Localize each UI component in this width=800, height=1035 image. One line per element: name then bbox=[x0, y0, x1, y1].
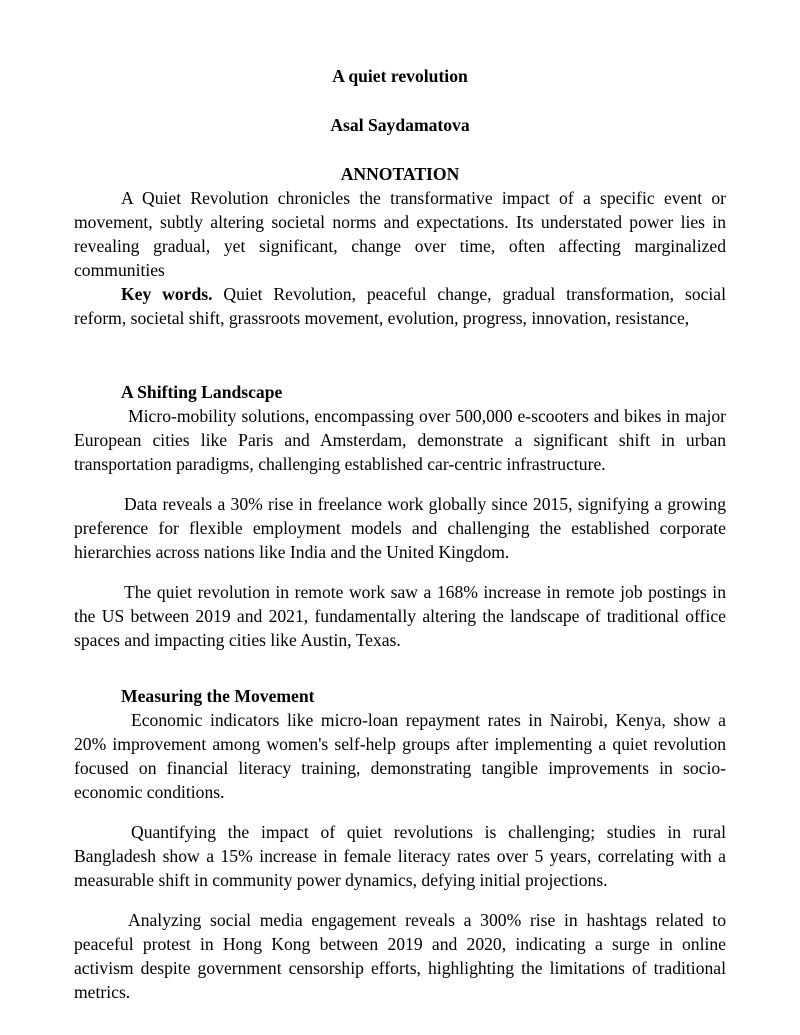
paragraph: Economic indicators like micro-loan repayment rates in Nairobi, Kenya, show a 20% improvement among women's self-help groups after implementing a quiet revolution focused on financial literacy training, demonstrating tangible improvements in socio-economic conditions. bbox=[74, 710, 726, 802]
page-title: A quiet revolution bbox=[332, 66, 468, 86]
keywords-label: Key words. bbox=[121, 284, 213, 304]
annotation-text: A Quiet Revolution chronicles the transformative impact of a specific event or movement, subtly altering societal norms and expectations. Its understated power lies in revealing gradual, yet significant, change over time, often affecting marginalized communities bbox=[74, 188, 726, 280]
keywords-paragraph bbox=[74, 282, 726, 330]
annotation-heading: ANNOTATION bbox=[340, 164, 460, 184]
paragraph: Analyzing social media engagement reveals a 300% rise in hashtags related to peaceful protest in Hong Kong between 2019 and 2020, indicating a surge in online activism despite government censorship efforts, highlighting the limitations of traditional metrics. bbox=[74, 910, 726, 1002]
paragraph: Quantifying the impact of quiet revolutions is challenging; studies in rural Bangladesh show a 15% increase in female literacy rates over 5 years, correlating with a measurable shift in community power dynamics, defying initial projections. bbox=[74, 822, 726, 890]
section-heading-measuring-movement: Measuring the Movement bbox=[121, 686, 315, 706]
paragraph: Data reveals a 30% rise in freelance work globally since 2015, signifying a growing preference for flexible employment models and challenging the established corporate hierarchies across nations like India and the United Kingdom. bbox=[74, 494, 726, 562]
section-heading-shifting-landscape: A Shifting Landscape bbox=[121, 382, 283, 402]
author-name: Asal Saydamatova bbox=[330, 115, 470, 135]
paragraph: Micro-mobility solutions, encompassing over 500,000 e-scooters and bikes in major European cities like Paris and Amsterdam, demonstrate a significant shift in urban transportation paradigms, challenging established car-centric infrastructure. bbox=[74, 406, 726, 474]
keywords-text: Quiet Revolution, peaceful change, gradual transformation, social reform, societal shift, grassroots movement, evolution, progress, innovation, resistance, bbox=[74, 284, 727, 328]
document-page bbox=[74, 64, 726, 1004]
paragraph: The quiet revolution in remote work saw a 168% increase in remote job postings in the US between 2019 and 2021, fundamentally altering the landscape of traditional office spaces and impacting cities like Austin, Texas. bbox=[74, 582, 726, 650]
